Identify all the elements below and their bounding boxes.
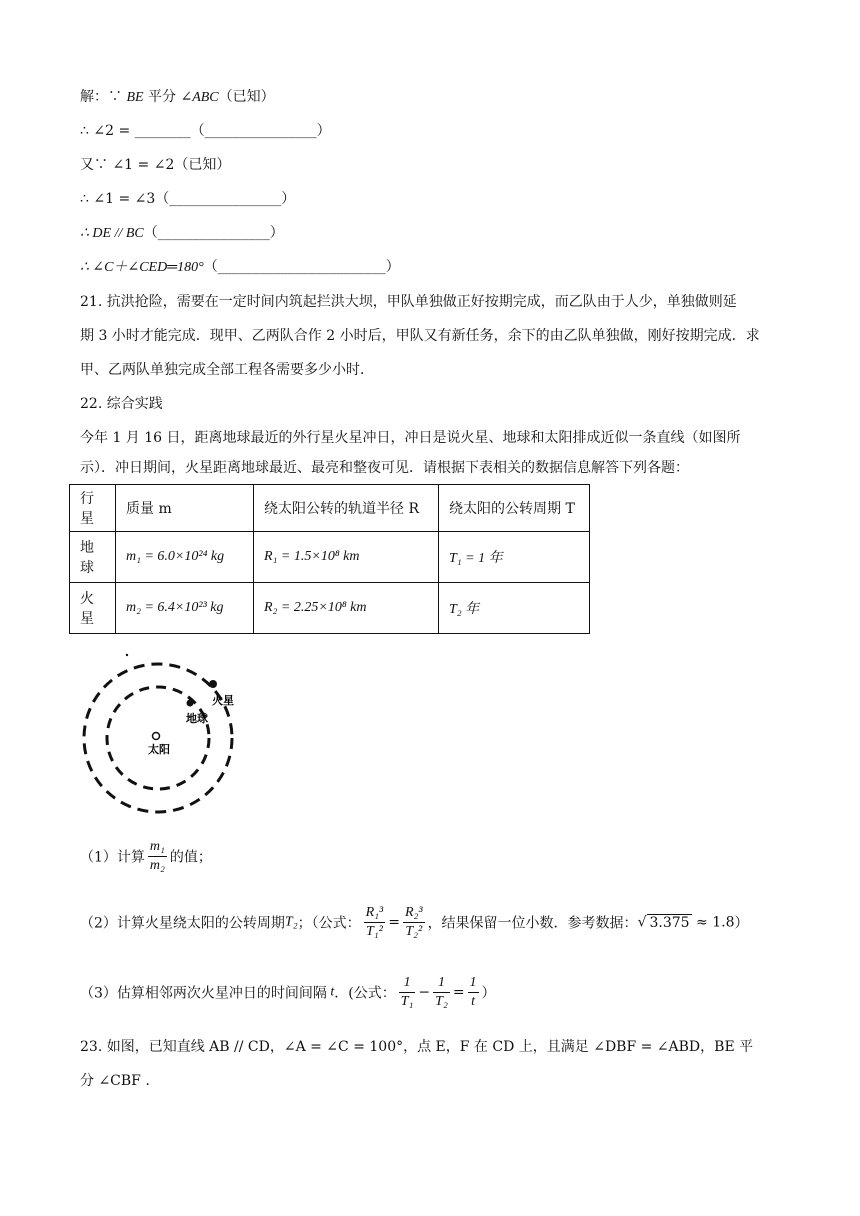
fraction-denominator: t	[471, 994, 475, 1009]
q22-line-2: 示）．冲日期间，火星距离地球最近、最亮和整夜可见．请根据下表相关的数据信息解答下列各题：	[80, 460, 689, 476]
sub1-suffix: 的值；	[169, 849, 212, 866]
proof-line-2	[80, 121, 331, 141]
sub3-prefix: （3）估算相邻两次火星冲日的时间间隔	[80, 985, 327, 1002]
segment-be: BE	[126, 90, 144, 105]
reason-blank[interactable]: （________________）	[155, 191, 296, 207]
q21-line-3: 甲、乙两队单独完成全部工程各需要多少小时．	[80, 362, 374, 378]
proof-line-6	[80, 257, 400, 278]
answer-blank[interactable]: ________	[134, 123, 191, 139]
fraction-numerator: 1	[433, 974, 450, 993]
fraction-numerator: R₂³	[403, 904, 425, 923]
fraction-denominator: T₁²	[365, 924, 383, 939]
q23-line-1: 23. 如图，已知直线 AB // CD，∠A = ∠C = 100°，点 E，F 在 CD 上，且满足 ∠DBF = ∠ABD，BE 平	[80, 1039, 754, 1055]
fraction-numerator: R₁³	[364, 904, 386, 923]
fraction-r2-t2	[403, 904, 425, 941]
table-row	[70, 532, 590, 583]
table-cell: m₂ = 6.4×10²³ kg	[116, 583, 254, 634]
sub-question-1	[80, 838, 212, 875]
orbit-diagram	[76, 650, 241, 820]
proof-text: ∴ ∠2 =	[80, 123, 135, 139]
formula-label: ；（公式：	[297, 915, 361, 932]
proof-text: 平分	[143, 89, 181, 105]
q21-line-1: 21. 抗洪抢险，需要在一定时间内筑起拦洪大坝，甲队单独做正好按期完成，而乙队由于人少，单独做则延	[80, 294, 737, 310]
proof-line-4	[80, 189, 295, 209]
proof-line-5	[80, 223, 284, 244]
table-cell: 地球	[70, 532, 116, 583]
proof-text: ∴ DE // BC	[80, 226, 144, 241]
angle-abc: ∠ABC	[180, 90, 219, 105]
sub1-prefix: （1）计算	[80, 849, 145, 866]
table-row	[70, 583, 590, 634]
sub2-instructions: ，结果保留一位小数．参考数据：	[427, 915, 638, 932]
sun-label: 太阳	[148, 743, 170, 756]
proof-line-1	[80, 87, 275, 108]
table-cell: R₂ = 2.25×10⁸ km	[254, 583, 439, 634]
fraction-denominator: T₂²	[405, 924, 423, 939]
proof-text: ∴ ∠1 = ∠3	[80, 191, 156, 207]
proof-text: ∴ ∠C＋∠CED═180°	[80, 260, 204, 275]
close-paren: ）	[734, 915, 749, 932]
q21-line-2: 期 3 小时才能完成．现甲、乙两队合作 2 小时后，甲队又有新任务，余下的由乙队单独做，刚好按期完成．求	[80, 328, 760, 344]
var-t: t	[326, 984, 335, 1000]
fraction-denominator: T₂	[435, 994, 448, 1009]
sun-icon	[153, 733, 160, 740]
q23-line-2: 分 ∠CBF .	[80, 1073, 150, 1089]
sub2-prefix: （2）计算火星绕太阳的公转周期	[80, 915, 285, 932]
fraction-numerator: 1	[468, 974, 479, 993]
q22-heading: 22. 综合实践	[80, 396, 163, 412]
sub-question-2: （2）计算火星绕太阳的公转周期T₂；（公式： $\frac{\text{R₁³}}{\text{T₁²}}$ = $\frac{\text{R₂³}}{\text{T₂²}}$ ，结果保留一位小数．参考数据：√ 3.375 ≈ 1.8）	[80, 905, 749, 939]
table-header-cell: 绕太阳的公转周期 T	[439, 485, 590, 532]
table-cell: T₁ = 1 年	[439, 532, 590, 583]
table-header-cell: 行星	[70, 485, 116, 532]
fraction-r1-t1	[364, 904, 386, 941]
reason-blank[interactable]: （________________）	[143, 225, 284, 241]
proof-reason: （已知）	[218, 89, 275, 105]
sub-question-3: （3）估算相邻两次火星冲日的时间间隔 t．(公式： $\frac{1}{\text{T₁}}$ − $\frac{1}{\text{T₂}}$ = $\frac{1}{t}$ ）	[80, 975, 496, 1009]
table-cell: R₁ = 1.5×10⁸ km	[254, 532, 439, 583]
approx-value: ≈ 1.8	[691, 914, 735, 931]
table-header-row	[70, 485, 590, 532]
earth-dot	[187, 700, 194, 707]
fraction-numerator: m₁	[148, 838, 167, 857]
var-t2: T₂	[284, 914, 298, 930]
table-cell: T₂ 年	[439, 583, 590, 634]
table-cell: 火星	[70, 583, 116, 634]
proof-text: 解：∵	[80, 89, 127, 105]
q22-line-1: 今年 1 月 16 日，距离地球最近的外行星火星冲日，冲日是说火星、地球和太阳排成近似一条直线（如图所	[80, 430, 741, 446]
close-paren: ）	[481, 985, 496, 1002]
fraction-numerator: 1	[399, 974, 416, 993]
fraction-denominator: T₁	[400, 994, 414, 1009]
fraction-m1-m2	[148, 838, 167, 875]
proof-reason: （已知）	[174, 157, 231, 173]
table-cell: m₁ = 6.0×10²⁴ kg	[116, 532, 254, 583]
star-dot	[126, 654, 128, 656]
reason-blank[interactable]: （________________________）	[203, 259, 400, 275]
fraction-1-t	[468, 974, 479, 1011]
sqrt-value: 3.375	[649, 915, 690, 931]
fraction-1-t1	[399, 974, 416, 1011]
reason-blank[interactable]: （________________）	[190, 123, 331, 139]
fraction-denominator: m₂	[149, 858, 165, 873]
mars-label: 火星	[212, 694, 234, 707]
mars-dot	[209, 680, 217, 688]
proof-line-3	[80, 155, 230, 175]
table-header-cell: 绕太阳公转的轨道半径 R	[254, 485, 439, 532]
planet-data-table	[69, 484, 590, 634]
fraction-1-t2	[433, 974, 450, 1011]
table-header-cell: 质量 m	[116, 485, 254, 532]
formula-label: ．(公式：	[334, 985, 396, 1002]
proof-text: 又∵ ∠1 = ∠2	[80, 157, 175, 173]
earth-label: 地球	[186, 712, 208, 725]
